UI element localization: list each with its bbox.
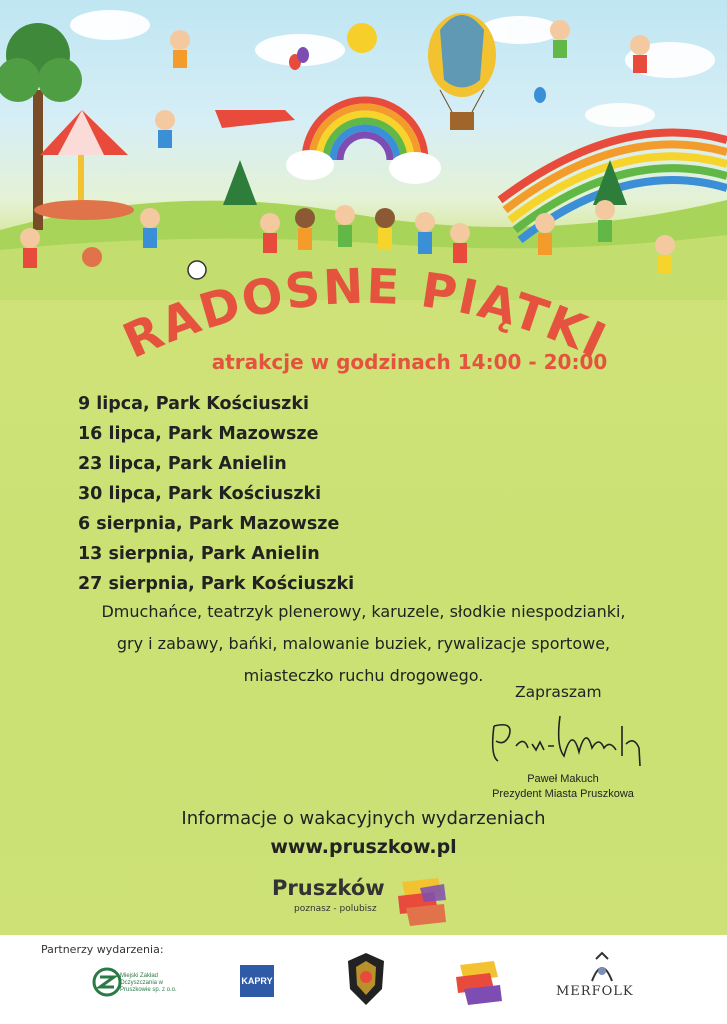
mzo-logo-text: Miejski Zakład Oczyszczania w Pruszkowie sp. z o.o. [120, 973, 177, 993]
signer-block [478, 772, 648, 802]
brand-tagline: poznasz - polubisz [294, 904, 377, 914]
kapry-logo-text: KAPRY [241, 976, 273, 986]
brand-name: Pruszków [272, 876, 385, 900]
signature [484, 706, 654, 782]
subtitle: atrakcje w godzinach 14:00 - 20:00 [211, 350, 608, 374]
info-text: Informacje o wakacyjnych wydarzeniach [181, 808, 546, 829]
event-date-item: 27 sierpnia, Park Kościuszki [78, 574, 355, 594]
kapry-logo [240, 965, 274, 997]
event-date-item: 30 lipca, Park Kościuszki [78, 484, 322, 504]
signer-role: Prezydent Miasta Pruszkowa [492, 788, 634, 800]
attractions-text [20, 596, 707, 692]
merfolk-logo-icon [584, 951, 620, 985]
mzo-logo-icon [92, 967, 122, 997]
signer-name: Paweł Makuch [527, 773, 599, 785]
website-link[interactable]: www.pruszkow.pl [270, 836, 457, 858]
partners-footer [0, 935, 727, 1024]
title-text: RADOSNE PIĄTKI [115, 258, 616, 370]
attractions-line: miasteczko ruchu drogowego. [243, 666, 484, 685]
invite-text: Zapraszam [515, 683, 602, 701]
partners-label: Partnerzy wydarzenia: [41, 943, 164, 956]
pruszkow-brand [272, 876, 450, 932]
event-date-item: 16 lipca, Park Mazowsze [78, 424, 319, 444]
event-dates-list [78, 392, 354, 602]
attractions-line: Dmuchańce, teatrzyk plenerowy, karuzele, słodkie niespodzianki, [101, 602, 626, 621]
event-date-item: 6 sierpnia, Park Mazowsze [78, 514, 340, 534]
mlodziezowa-rada-logo-icon [454, 961, 502, 1005]
brand-logo-icon [394, 878, 448, 928]
event-date-item: 23 lipca, Park Anielin [78, 454, 287, 474]
attractions-line: gry i zabawy, bańki, malowanie buziek, rywalizacje sportowe, [116, 634, 611, 653]
straz-miejska-badge-icon [346, 951, 386, 1007]
event-date-item: 9 lipca, Park Kościuszki [78, 394, 310, 414]
merfolk-logo-text: MERFOLK [556, 984, 634, 999]
event-date-item: 13 sierpnia, Park Anielin [78, 544, 320, 564]
